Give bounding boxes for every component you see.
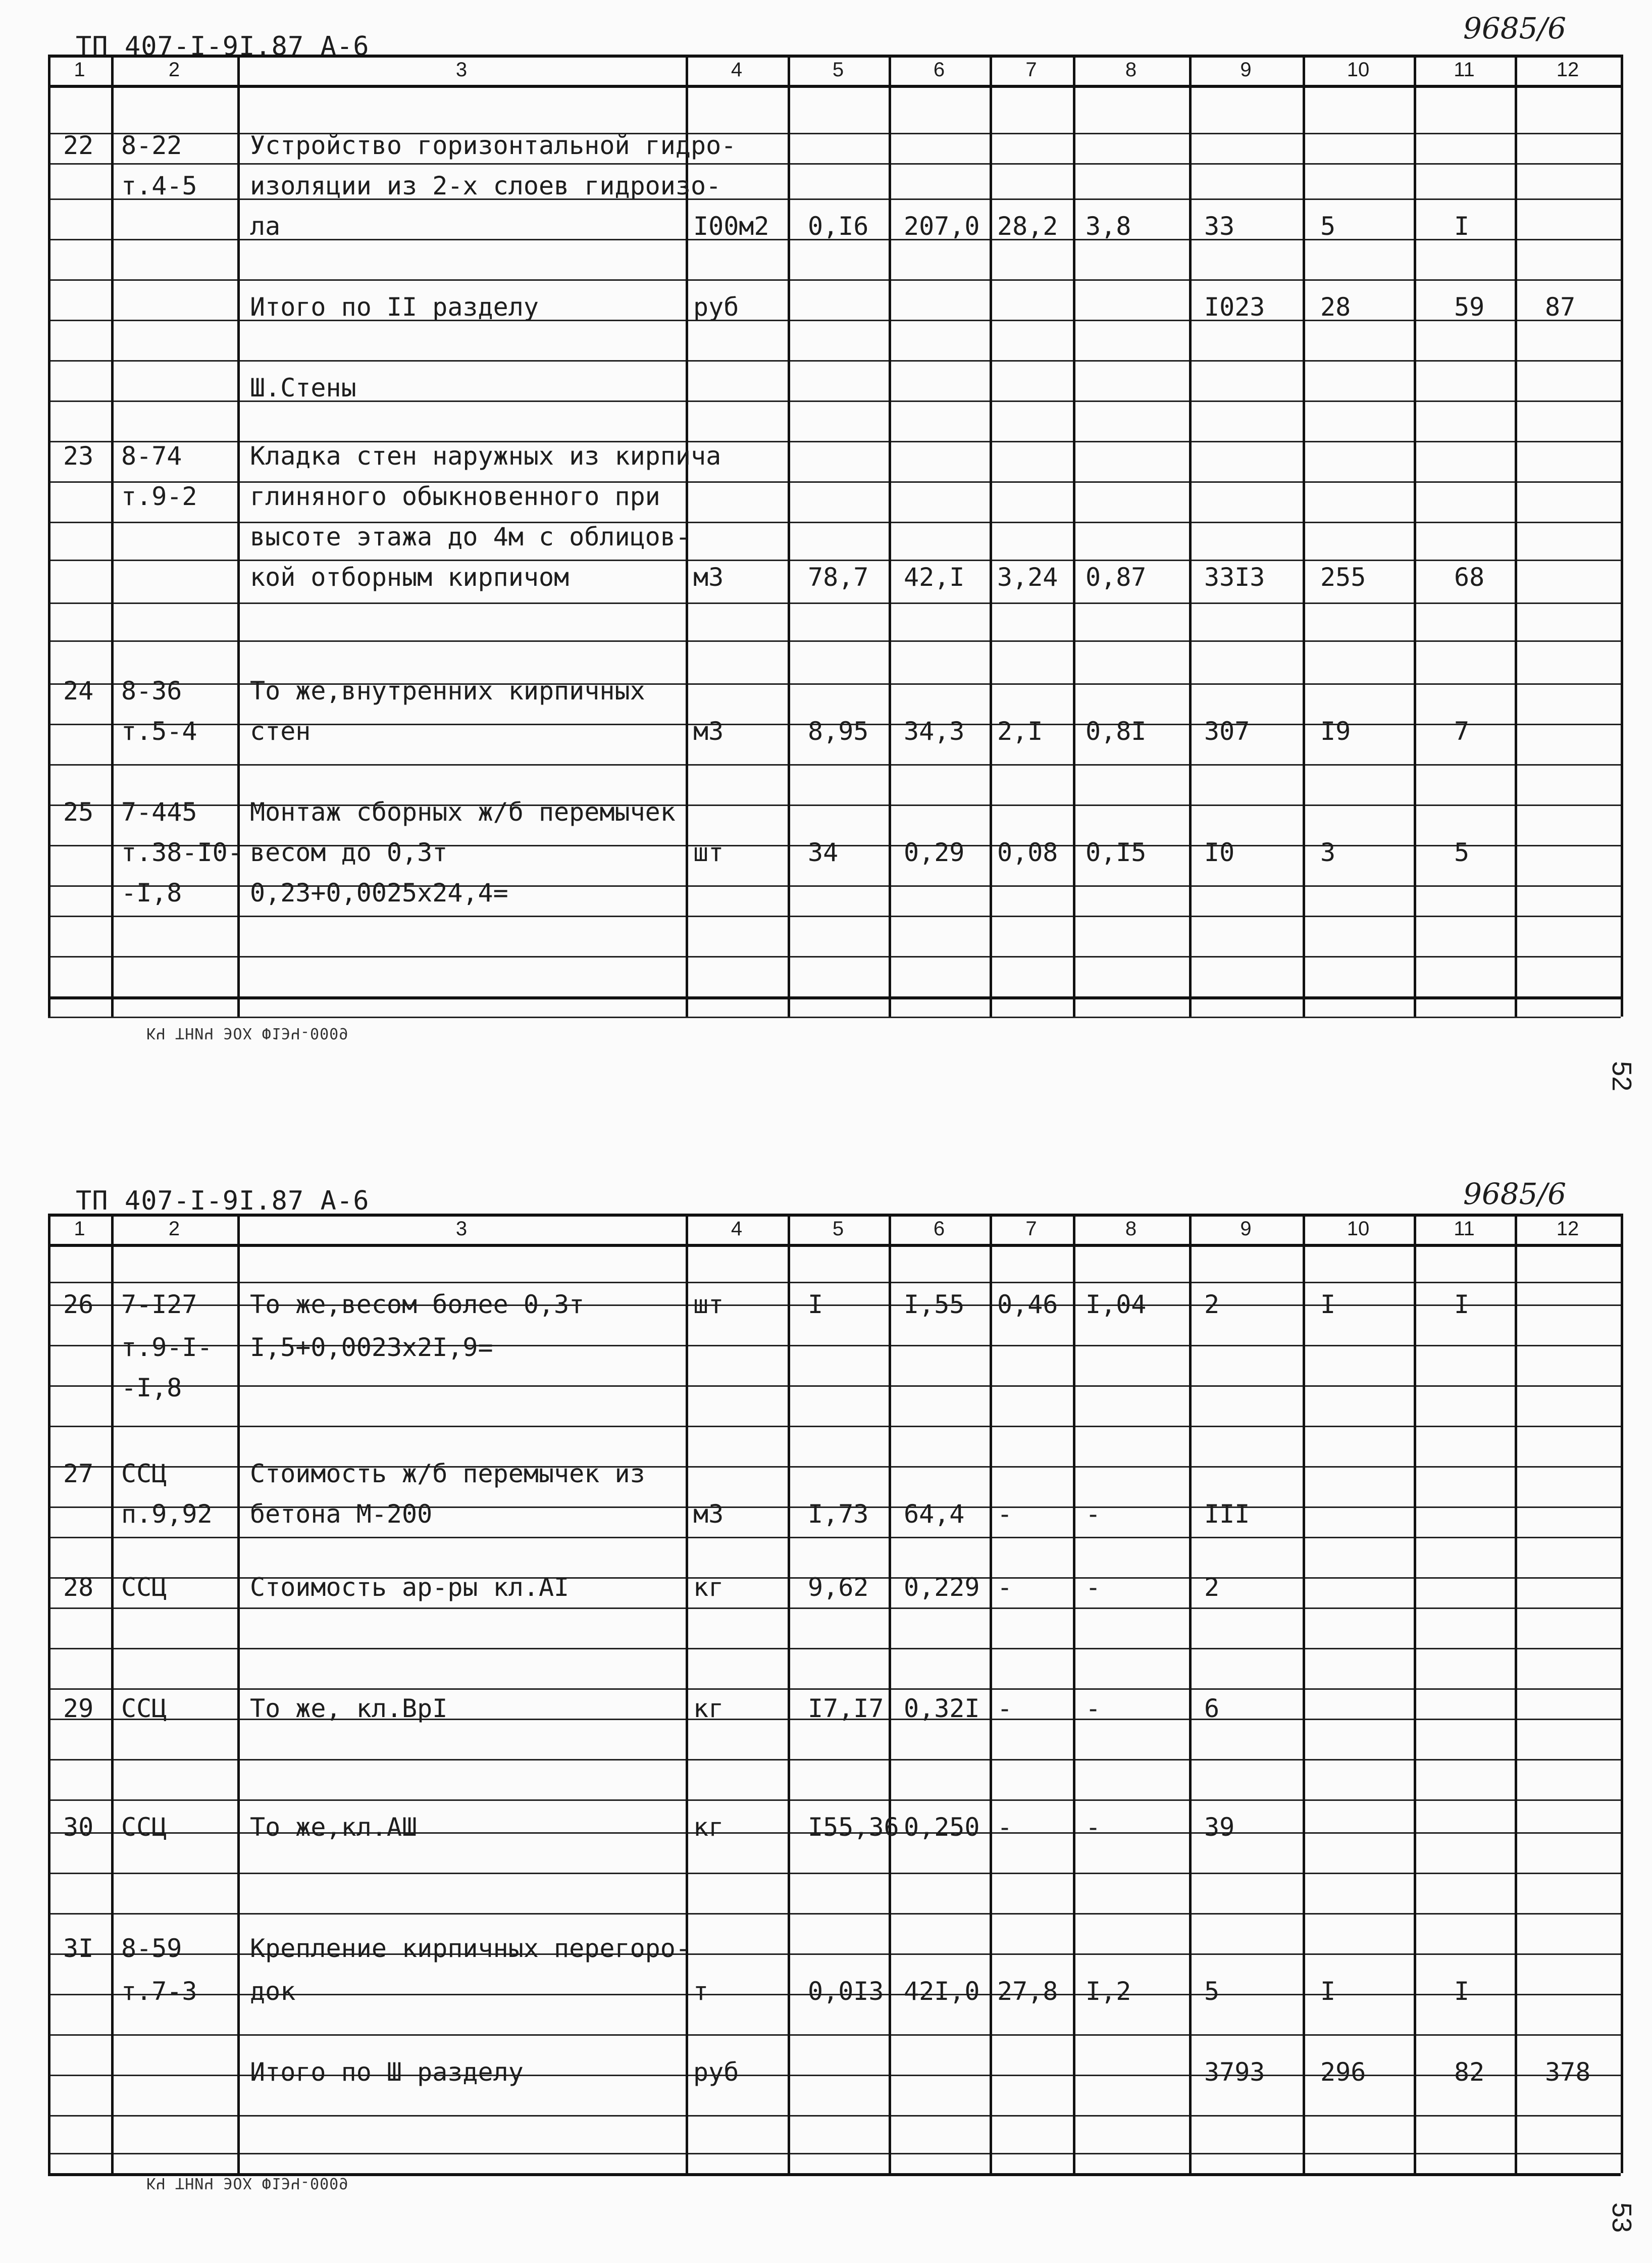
cell-col-3: стен [250,717,311,746]
column-number: 4 [731,58,743,81]
cell-col-9: I023 [1204,292,1265,322]
column-number: 9 [1240,58,1252,81]
cell-col-2: 8-59 [121,1934,182,1963]
rule-line [48,1688,1621,1690]
rule-line [48,2034,1621,2036]
cell-col-1: 28 [63,1573,94,1602]
cell-col-2: 8-22 [121,131,182,160]
cell-col-3: То же,весом более 0,3т [250,1290,585,1319]
cell-col-4: м3 [693,717,724,746]
cell-col-6: I,55 [904,1290,965,1319]
rule-line [48,602,1621,604]
cell-col-10: 3 [1320,838,1336,867]
cell-col-3: То же,кл.АШ [250,1813,418,1842]
column-number: 4 [731,1217,743,1240]
cell-col-11: I [1454,212,1470,241]
cell-col-2: ССЦ [121,1813,167,1842]
cell-col-4: руб [693,292,739,322]
table-row [48,1292,1621,1322]
cell-col-7: 27,8 [997,1977,1058,2006]
table-row [48,1696,1621,1726]
cell-col-6: 0,229 [904,1573,980,1602]
rule-line [48,1282,1621,1283]
rule-line [48,1873,1621,1874]
cell-col-3: Монтаж сборных ж/б перемычек [250,797,676,827]
table-row [48,484,1621,514]
cell-col-3: весом до 0,3т [250,838,448,867]
table-row [48,214,1621,244]
column-number: 8 [1125,1217,1137,1240]
cell-col-2: т.9-2 [121,482,197,511]
cell-col-9: I0 [1204,838,1235,867]
cell-col-7: 0,46 [997,1290,1058,1319]
column-number: 1 [74,1217,85,1240]
cell-col-8: - [1086,1694,1101,1723]
rule-line [48,640,1621,642]
cell-col-6: 42I,0 [904,1977,980,2006]
column-number: 3 [455,1217,468,1240]
table-row [48,1335,1621,1365]
rule-line [48,1426,1621,1427]
printer-stamp: КЧ ТНИЧ ЭОХ Ф1ЭЧ-0009 [146,1024,349,1042]
cell-col-12: 87 [1545,292,1576,322]
table-row [48,443,1621,474]
cell-col-11: 68 [1454,563,1485,592]
cell-col-2: т.7-3 [121,1977,197,2006]
cell-col-3: бетона М-200 [250,1499,433,1529]
cell-col-3: изоляции из 2-х слоев гидроизо- [250,171,721,200]
cell-col-3: Устройство горизонтальной гидро- [250,131,737,160]
cell-col-4: кг [693,1694,724,1723]
cell-col-11: 82 [1454,2057,1485,2087]
sheet-bottom [0,1131,1652,2263]
column-number: 7 [1025,58,1037,81]
printer-stamp: КЧ ТНИЧ ЭОХ Ф1ЭЧ-0009 [146,2174,349,2192]
cell-col-1: 3I [63,1934,94,1963]
page-number: 52 [1606,1061,1637,1092]
cell-col-2: 8-36 [121,676,182,706]
cell-col-9: 2 [1204,1573,1220,1602]
cell-col-6: 34,3 [904,717,965,746]
table-row [48,2059,1621,2090]
rule-line [48,1913,1621,1915]
cell-col-8: - [1086,1813,1101,1842]
cell-col-8: I,04 [1086,1290,1147,1319]
sheet-reference: 9685/6 [1463,11,1566,45]
cell-col-3: док [250,1977,296,2006]
cell-col-2: п.9,92 [121,1499,213,1529]
cell-col-1: 27 [63,1459,94,1488]
rule-line [48,1244,1621,1247]
cell-col-6: 42,I [904,563,965,592]
rule-line [48,1648,1621,1649]
cell-col-10: 296 [1320,2057,1366,2087]
cell-col-9: 33I3 [1204,563,1265,592]
rule-line [48,279,1621,281]
rule-line [48,1759,1621,1761]
cell-col-9: 2 [1204,1290,1220,1319]
cell-col-1: 23 [63,441,94,471]
cell-col-4: кг [693,1813,724,1842]
cell-col-1: 22 [63,131,94,160]
cell-col-10: I [1320,1290,1336,1319]
cell-col-5: 0,I6 [808,212,869,241]
column-number: 6 [933,58,945,81]
cell-col-5: 8,95 [808,717,869,746]
rule-line [48,560,1621,561]
cell-col-4: м3 [693,1499,724,1529]
table-row [48,799,1621,830]
cell-col-3: Стоимость ж/б перемычек из [250,1459,645,1488]
cell-col-5: I [808,1290,823,1319]
cell-col-11: 7 [1454,717,1470,746]
rule-line [48,1537,1621,1538]
cell-col-2: т.38-I0- [121,838,243,867]
cell-col-7: 0,08 [997,838,1058,867]
cell-col-10: 5 [1320,212,1336,241]
cell-col-8: 0,8I [1086,717,1147,746]
cell-col-6: 207,0 [904,212,980,241]
cell-col-3: Крепление кирпичных перегоро- [250,1934,691,1963]
cell-col-12: 378 [1545,2057,1591,2087]
cell-col-8: - [1086,1573,1101,1602]
cell-col-9: 6 [1204,1694,1220,1723]
cell-col-5: 0,0I3 [808,1977,884,2006]
cell-col-2: ССЦ [121,1459,167,1488]
table-row [48,1461,1621,1491]
cell-col-2: ССЦ [121,1573,167,1602]
cell-col-1: 29 [63,1694,94,1723]
page-number: 53 [1606,2202,1637,2233]
cell-col-2: т.5-4 [121,717,197,746]
cell-col-7: 28,2 [997,212,1058,241]
column-number: 9 [1240,1217,1252,1240]
column-number: 5 [832,58,844,81]
cell-col-9: III [1204,1499,1250,1529]
cell-col-3: Итого по II разделу [250,292,539,322]
cell-col-7: - [997,1694,1013,1723]
cell-col-7: - [997,1499,1013,1529]
column-number: 7 [1025,1217,1037,1240]
table-row [48,173,1621,204]
cell-col-10: I [1320,1977,1336,2006]
rule-line [48,2153,1621,2154]
cell-col-6: 0,250 [904,1813,980,1842]
cell-col-9: 307 [1204,717,1250,746]
cell-col-3: высоте этажа до 4м с облицов- [250,522,691,551]
cell-col-11: I [1454,1290,1470,1319]
cell-col-1: 30 [63,1813,94,1842]
column-number: 12 [1556,1217,1579,1240]
cell-col-9: 33 [1204,212,1235,241]
cell-col-4: I00м2 [693,212,769,241]
table-row [48,840,1621,870]
document-code: ТП 407-I-9I.87 А-6 [76,31,370,62]
cell-col-6: 64,4 [904,1499,965,1529]
cell-col-7: 3,24 [997,563,1058,592]
cell-col-2: т.9-I- [121,1333,213,1362]
estimate-table [48,1214,1621,2173]
cell-col-1: 25 [63,797,94,827]
table-row [48,1936,1621,1966]
cell-col-2: -I,8 [121,1373,182,1402]
column-number: 1 [74,58,85,81]
column-number: 5 [832,1217,844,1240]
cell-col-11: I [1454,1977,1470,2006]
rule-line [48,956,1621,958]
table-row [48,1375,1621,1405]
rule-line [48,1607,1621,1609]
cell-col-3: Ш.Стены [250,373,356,403]
rule-line [48,85,1621,88]
cell-col-5: I55,36 [808,1813,899,1842]
table-row [48,133,1621,163]
cell-col-9: 5 [1204,1977,1220,2006]
cell-col-2: -I,8 [121,878,182,908]
column-number: 3 [455,58,468,81]
rule-line [48,996,1621,999]
cell-col-8: 0,I5 [1086,838,1147,867]
cell-col-2: 7-445 [121,797,197,827]
cell-col-4: м3 [693,563,724,592]
table-row [48,565,1621,595]
cell-col-5: 9,62 [808,1573,869,1602]
cell-col-2: т.4-5 [121,171,197,200]
cell-col-10: 255 [1320,563,1366,592]
rule-line [48,916,1621,917]
column-number: 2 [168,58,180,81]
cell-col-3: То же,внутренних кирпичных [250,676,645,706]
cell-col-3: То же, кл.ВрI [250,1694,448,1723]
cell-col-7: 2,I [997,717,1043,746]
rule-line [48,1017,1621,1018]
cell-col-8: - [1086,1499,1101,1529]
cell-col-4: т [693,1977,709,2006]
table-row [48,294,1621,325]
cell-col-3: Итого по Ш разделу [250,2057,524,2087]
column-number: 11 [1454,1217,1475,1240]
column-number: 10 [1347,1217,1370,1240]
column-number: 10 [1347,58,1370,81]
cell-col-4: руб [693,2057,739,2087]
sheet-top [0,0,1652,1131]
table-row [48,1815,1621,1845]
table-row [48,719,1621,749]
cell-col-3: Кладка стен наружных из кирпича [250,441,721,471]
cell-col-9: 3793 [1204,2057,1265,2087]
column-number: 8 [1125,58,1137,81]
cell-col-3: I,5+0,0023x2I,9= [250,1333,493,1362]
sheet-reference: 9685/6 [1463,1177,1566,1211]
cell-col-3: глиняного обыкновенного при [250,482,660,511]
table-row [48,1979,1621,2009]
cell-col-11: 59 [1454,292,1485,322]
column-number: 6 [933,1217,945,1240]
cell-col-8: 0,87 [1086,563,1147,592]
cell-col-8: 3,8 [1086,212,1131,241]
cell-col-1: 24 [63,676,94,706]
cell-col-6: 0,29 [904,838,965,867]
column-number: 12 [1556,58,1579,81]
cell-col-10: I9 [1320,717,1351,746]
cell-col-2: 8-74 [121,441,182,471]
column-number: 11 [1454,58,1475,81]
cell-col-11: 5 [1454,838,1470,867]
cell-col-3: ла [250,212,281,241]
rule-line [48,764,1621,766]
rule-line [48,2115,1621,2117]
column-divider [1621,55,1623,1017]
cell-col-3: кой отборным кирпичом [250,563,570,592]
rule-line [48,360,1621,362]
cell-col-6: 0,32I [904,1694,980,1723]
estimate-table [48,55,1621,1017]
cell-col-1: 26 [63,1290,94,1319]
column-number: 2 [168,1217,180,1240]
table-row [48,678,1621,709]
table-row [48,1501,1621,1532]
cell-col-3: 0,23+0,0025x24,4= [250,878,508,908]
cell-col-10: 28 [1320,292,1351,322]
cell-col-7: - [997,1573,1013,1602]
column-divider [1621,1214,1623,2173]
table-row [48,1575,1621,1605]
cell-col-3: Стоимость ар-ры кл.АI [250,1573,570,1602]
cell-col-5: I7,I7 [808,1694,884,1723]
cell-col-5: 78,7 [808,563,869,592]
table-row [48,880,1621,911]
document-code: ТП 407-I-9I.87 А-6 [76,1186,370,1216]
cell-col-9: 39 [1204,1813,1235,1842]
rule-line [48,1799,1621,1801]
cell-col-2: 7-I27 [121,1290,197,1319]
cell-col-2: ССЦ [121,1694,167,1723]
cell-col-4: шт [693,838,724,867]
table-row [48,524,1621,555]
table-row [48,375,1621,406]
cell-col-7: - [997,1813,1013,1842]
cell-col-5: I,73 [808,1499,869,1529]
cell-col-8: I,2 [1086,1977,1131,2006]
cell-col-5: 34 [808,838,839,867]
rule-line [48,163,1621,165]
cell-col-4: кг [693,1573,724,1602]
cell-col-4: шт [693,1290,724,1319]
